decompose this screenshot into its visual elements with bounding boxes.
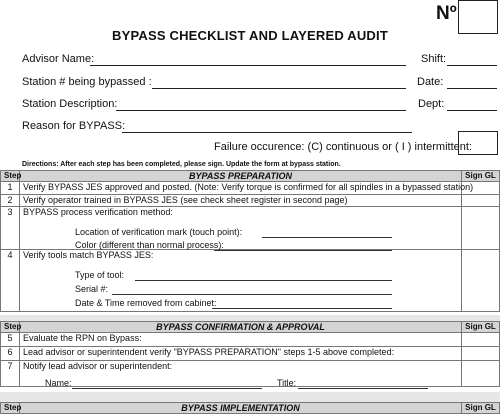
sign-cell[interactable] xyxy=(462,195,500,207)
confirmation-table xyxy=(0,321,500,387)
number-label: Nº xyxy=(436,3,457,24)
date-time-removed-label: Date & Time removed from cabinet: xyxy=(75,298,217,308)
step-text: BYPASS process verification method: xyxy=(20,207,462,250)
sign-cell[interactable] xyxy=(462,207,500,250)
step-number: 1 xyxy=(1,182,20,195)
station-description-label: Station Description: xyxy=(22,98,118,110)
lead-name-label: Name: xyxy=(45,378,72,388)
step-number: 3 xyxy=(1,207,20,250)
sign-column-header: Sign GL xyxy=(462,171,500,182)
step-column-header: Step xyxy=(1,171,20,182)
advisor-name-label: Advisor Name: xyxy=(22,53,95,65)
verification-location-field[interactable] xyxy=(262,237,392,238)
step-text: Evaluate the RPN on Bypass: xyxy=(20,333,462,347)
dept-label: Dept: xyxy=(418,98,445,110)
directions-text: Directions: After each step has been completed, please sign. Update the form at bypass station. xyxy=(22,161,341,168)
sign-column-header: Sign GL xyxy=(462,403,500,414)
preparation-title: BYPASS PREPARATION xyxy=(20,171,462,182)
table-row xyxy=(1,333,500,347)
implementation-title: BYPASS IMPLEMENTATION xyxy=(20,403,462,414)
step-text: Verify operator trained in BYPASS JES (see check sheet register in second page) xyxy=(20,195,462,207)
lead-title-field[interactable] xyxy=(298,388,428,389)
dept-field[interactable] xyxy=(447,110,497,111)
implementation-table xyxy=(0,402,500,414)
failure-label: Failure occurence: (C) continuous or ( I ) intermittent: xyxy=(214,141,472,153)
step-text: Verify BYPASS JES approved and posted. (Note: Verify torque is confirmed for all spindles in a bypassed station) xyxy=(20,182,462,195)
serial-number-field[interactable] xyxy=(112,294,392,295)
step-text: Lead advisor or superintendent verify "BYPASS PREPARATION" steps 1-5 above completed: xyxy=(20,347,462,361)
sign-cell[interactable] xyxy=(462,347,500,361)
date-label: Date: xyxy=(417,76,444,88)
page-title: BYPASS CHECKLIST AND LAYERED AUDIT xyxy=(112,28,388,43)
sign-cell[interactable] xyxy=(462,250,500,312)
preparation-header-row xyxy=(1,171,500,182)
station-description-field[interactable] xyxy=(116,110,406,111)
sign-cell[interactable] xyxy=(462,361,500,387)
implementation-header-row xyxy=(1,403,500,414)
shift-label: Shift: xyxy=(421,53,447,65)
lead-title-label: Title: xyxy=(277,378,297,388)
step-number: 6 xyxy=(1,347,20,361)
sign-column-header: Sign GL xyxy=(462,322,500,333)
table-row xyxy=(1,361,500,387)
step-text: Notify lead advisor or superintendent: xyxy=(20,361,462,387)
tool-type-field[interactable] xyxy=(135,280,392,281)
section-divider xyxy=(0,392,500,402)
date-field[interactable] xyxy=(447,88,497,89)
lead-name-field[interactable] xyxy=(72,388,262,389)
sign-cell[interactable] xyxy=(462,333,500,347)
tool-type-label: Type of tool: xyxy=(75,270,125,280)
date-time-removed-field[interactable] xyxy=(212,308,392,309)
table-row xyxy=(1,195,500,207)
step-number: 2 xyxy=(1,195,20,207)
advisor-name-field[interactable] xyxy=(90,65,406,66)
table-row xyxy=(1,182,500,195)
step-number: 4 xyxy=(1,250,20,312)
reason-label: Reason for BYPASS: xyxy=(22,120,126,132)
confirmation-header-row xyxy=(1,322,500,333)
reason-field[interactable] xyxy=(122,132,412,133)
step-text: Verify tools match BYPASS JES: xyxy=(20,250,462,312)
verification-location-label: Location of verification mark (touch point): xyxy=(75,227,243,237)
serial-number-label: Serial #: xyxy=(75,284,109,294)
station-number-field[interactable] xyxy=(152,88,406,89)
confirmation-title: BYPASS CONFIRMATION & APPROVAL xyxy=(20,322,462,333)
verification-color-field[interactable] xyxy=(214,250,392,251)
shift-field[interactable] xyxy=(447,65,497,66)
step-number: 5 xyxy=(1,333,20,347)
table-row xyxy=(1,347,500,361)
station-number-label: Station # being bypassed : xyxy=(22,76,152,88)
step-column-header: Step xyxy=(1,403,20,414)
step-number: 7 xyxy=(1,361,20,387)
failure-field[interactable] xyxy=(458,131,498,155)
verification-color-label: Color (different than normal process): xyxy=(75,240,224,250)
step-column-header: Step xyxy=(1,322,20,333)
